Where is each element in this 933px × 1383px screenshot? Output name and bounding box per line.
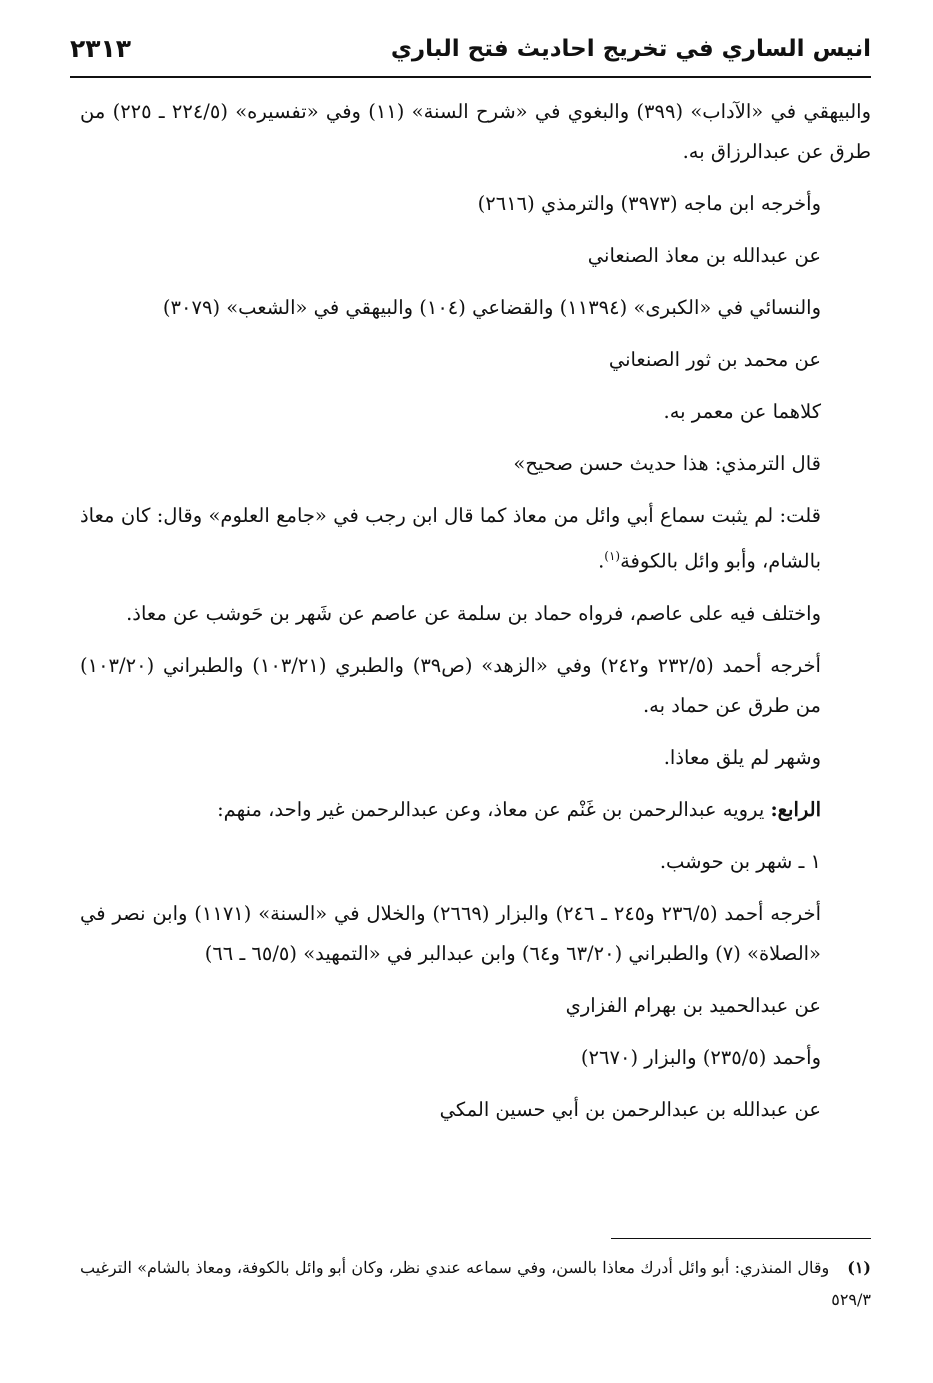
paragraph: أخرجه أحمد (٢٣٢/٥ و٢٤٢) وفي «الزهد» (ص٣٩) والطبري (١٠٣/٢١) والطبراني (١٠٣/٢٠) من طرق عن حماد به. — [80, 653, 821, 717]
running-title: انيس الساري في تخريج احاديث فتح الباري — [390, 36, 871, 62]
paragraph: كلاهما عن معمر به. — [663, 400, 821, 423]
paragraph-text: قلت: لم يثبت سماع أبي وائل من معاذ كما قال ابن رجب في «جامع العلوم» وقال: كان معاذ بالشام، وأبو وائل بالكوفة — [80, 504, 821, 573]
paragraph: والبيهقي في «الآداب» (٣٩٩) والبغوي في «شرح السنة» (١١) وفي «تفسيره» (٢٢٤/٥ ـ ٢٢٥) من طرق عن عبدالرزاق به. — [80, 100, 871, 163]
footnote — [80, 1252, 871, 1316]
paragraph-end: . — [598, 549, 605, 573]
paragraph: أخرجه أحمد (٢٣٦/٥ و٢٤٥ ـ ٢٤٦) والبزار (٢٦٦٩) والخلال في «السنة» (١١٧١) وابن نصر في «الصلاة» (٧) والطبراني (٦٣/٢٠ و٦٤) وابن عبدالبر في «التمهيد» (٦٥/٥ ـ ٦٦) — [80, 901, 821, 965]
paragraph: عن محمد بن ثور الصنعاني — [608, 348, 821, 371]
footnote-text: وقال المنذري: أبو وائل أدرك معاذا بالسن، وفي سماعه عندي نظر، وكان أبو وائل بالكوفة، ومعاذ بالشام» الترغيب ٥٢٩/٣ — [80, 1258, 871, 1309]
paragraph: عن عبدالله بن معاذ الصنعاني — [587, 244, 821, 267]
paragraph: وأخرجه ابن ماجه (٣٩٧٣) والترمذي (٢٦١٦) — [477, 192, 821, 215]
paragraph — [80, 790, 871, 830]
paragraph-text: يرويه عبدالرحمن بن غَنْم عن معاذ، وعن عبدالرحمن غير واحد، منهم: — [217, 797, 765, 821]
page-header — [70, 30, 871, 78]
paragraph: وأحمد (٢٣٥/٥) والبزار (٢٦٧٠) — [580, 1045, 821, 1069]
paragraph: عن عبدالحميد بن بهرام الفزاري — [565, 993, 821, 1017]
paragraph — [80, 496, 871, 582]
footnote-marker: (١) — [847, 1258, 871, 1277]
footnote-reference[interactable]: (١) — [604, 549, 621, 563]
main-text — [80, 96, 871, 1142]
section-label: الرابع: — [770, 797, 821, 821]
footnote-divider — [611, 1238, 871, 1239]
paragraph: عن عبدالله بن عبدالرحمن بن أبي حسين المكي — [439, 1097, 821, 1121]
paragraph: وشهر لم يلق معاذا. — [663, 745, 821, 769]
paragraph: والنسائي في «الكبرى» (١١٣٩٤) والقضاعي (١٠٤) والبيهقي في «الشعب» (٣٠٧٩) — [162, 296, 821, 319]
paragraph: قال الترمذي: هذا حديث حسن صحيح» — [513, 452, 821, 475]
page-number: ٢٣١٣ — [70, 34, 132, 63]
list-item: ١ ـ شهر بن حوشب. — [659, 849, 821, 873]
paragraph: واختلف فيه على عاصم، فرواه حماد بن سلمة عن عاصم عن شَهر بن حَوشب عن معاذ. — [126, 601, 821, 625]
